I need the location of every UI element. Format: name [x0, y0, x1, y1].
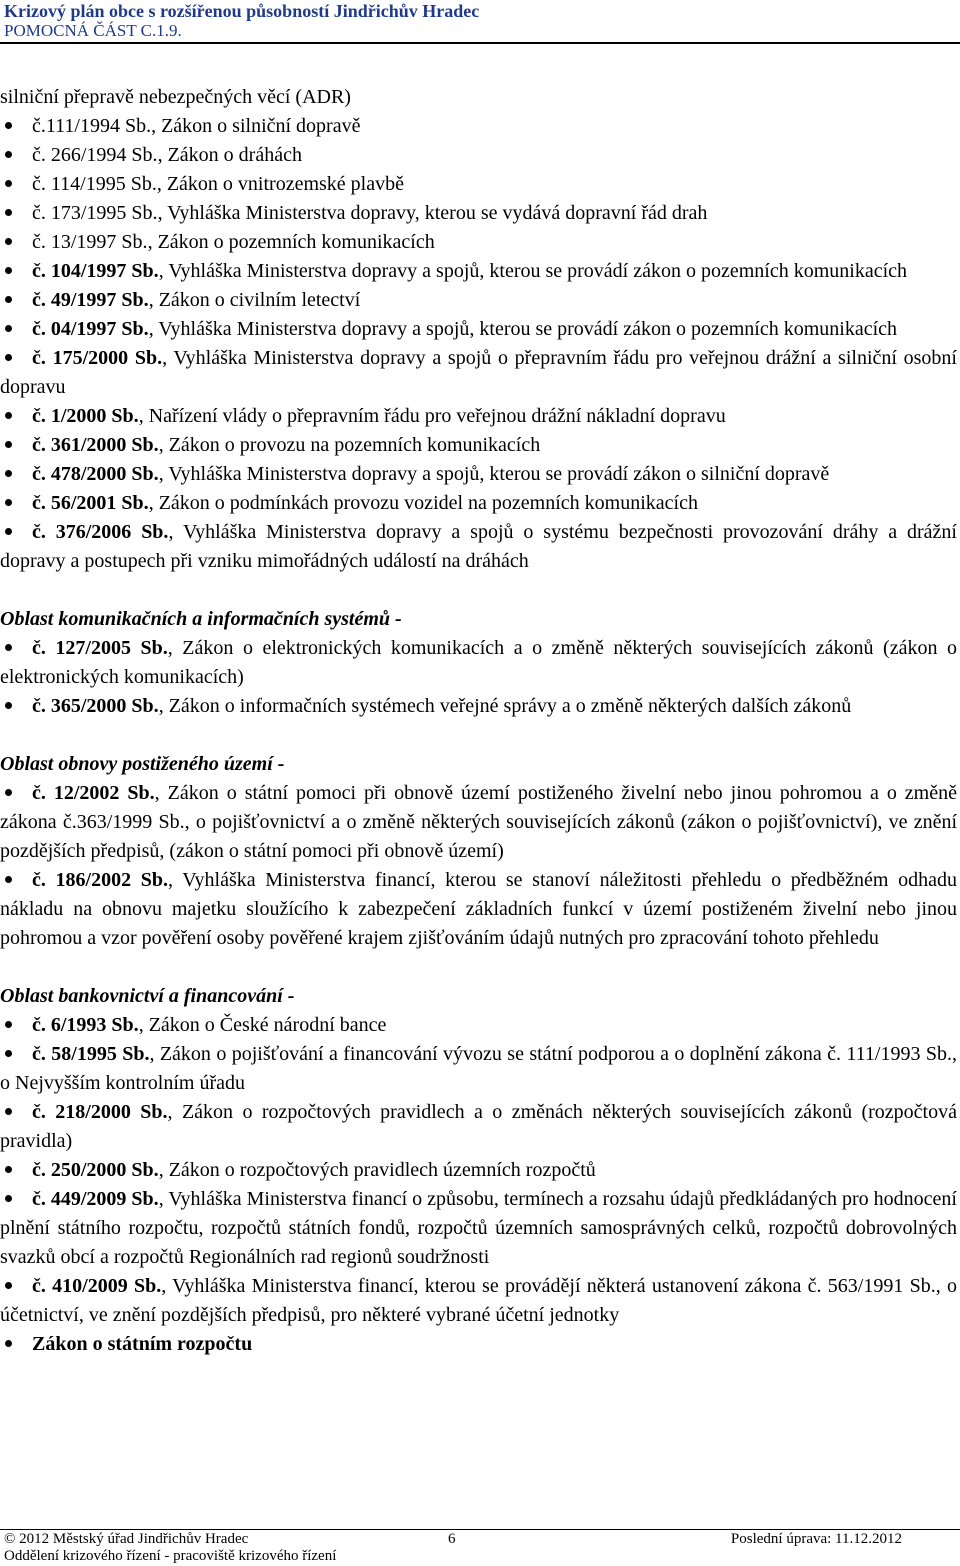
- law-number: č. 250/2000 Sb.: [32, 1159, 159, 1181]
- bullet-icon: [5, 789, 12, 796]
- list-item: [0, 692, 957, 721]
- law-description: , Zákon o pozemních komunikacích: [147, 231, 435, 253]
- document-subtitle: POMOCNÁ ČÁST C.1.9.: [4, 21, 182, 40]
- bullet-icon: [5, 1050, 12, 1057]
- bullet-icon: [5, 1021, 12, 1028]
- law-number: č. 175/2000 Sb.: [32, 347, 163, 369]
- bullet-icon: [5, 151, 12, 158]
- law-number: č. 114/1995 Sb.: [32, 173, 157, 195]
- law-number: č. 12/2002 Sb.: [32, 782, 155, 804]
- list-item: [0, 257, 957, 286]
- list-item: [0, 1330, 957, 1359]
- law-description: , Zákon o dráhách: [157, 144, 302, 166]
- list-item: [0, 199, 957, 228]
- law-number: č. 49/1997 Sb.: [32, 289, 149, 311]
- list-item: [0, 112, 957, 141]
- law-description: , Vyhláška Ministerstva dopravy a spojů, kterou se provádí zákon o pozemních komunikacích: [148, 318, 898, 340]
- law-description: , Vyhláška Ministerstva financí, kterou se stanoví náležitosti přehledu o předběžném odhadu nákladu na obnovu majetku sloužícího k zabezpečení základních funkcí v území postiženém živelní nebo jinou pohromou a vzor pověření osoby pověřené krajem zjišťováním údajů nutných pro zpracování tohoto přehledu: [0, 869, 957, 949]
- law-description: , Zákon o rozpočtových pravidlech územních rozpočtů: [158, 1159, 596, 1181]
- list-item: [0, 1185, 957, 1272]
- list-item: [0, 1040, 957, 1098]
- footer-department: Oddělení krizového řízení - pracoviště krizového řízení: [4, 1548, 337, 1564]
- bullet-icon: [5, 354, 12, 361]
- law-number: č. 266/1994 Sb.: [32, 144, 158, 166]
- law-number: č. 13/1997 Sb.: [32, 231, 148, 253]
- list-item: [0, 1156, 957, 1185]
- bullet-icon: [5, 1108, 12, 1115]
- law-number: č. 410/2009 Sb.: [32, 1275, 162, 1297]
- bullet-icon: [5, 528, 12, 535]
- law-description: , Zákon o provozu na pozemních komunikacích: [158, 434, 541, 456]
- bullet-icon: [5, 412, 12, 419]
- footer-divider: [0, 1529, 960, 1530]
- law-number: č. 56/2001 Sb.: [32, 492, 149, 514]
- law-number: č. 127/2005 Sb.: [32, 637, 168, 659]
- law-title: Zákon o státním rozpočtu: [32, 1333, 253, 1355]
- law-description: , Zákon o civilním letectví: [148, 289, 361, 311]
- law-description: , Vyhláška Ministerstva dopravy a spojů, kterou se provádí zákon o pozemních komunikacích: [158, 260, 908, 282]
- section-heading: Oblast obnovy postiženého území -: [0, 753, 285, 775]
- transport-law-list: [0, 112, 957, 576]
- list-item: [0, 779, 957, 866]
- law-number: č. 478/2000 Sb.: [32, 463, 159, 485]
- law-description: , Zákon o silniční dopravě: [151, 115, 361, 137]
- section-heading: Oblast komunikačních a informačních systémů -: [0, 608, 402, 630]
- list-item: [0, 1098, 957, 1156]
- bullet-icon: [5, 1340, 12, 1347]
- list-item: [0, 170, 957, 199]
- law-number: č. 218/2000 Sb.: [32, 1101, 168, 1123]
- list-item: [0, 402, 957, 431]
- list-item: [0, 344, 957, 402]
- law-description: , Zákon o vnitrozemské plavbě: [156, 173, 404, 195]
- law-description: , Zákon o pojišťování a financování vývozu se státní podporou a o doplnění zákona č. 111/1993 Sb., o Nejvyšším kontrolním úřadu: [0, 1043, 957, 1094]
- bullet-icon: [5, 122, 12, 129]
- law-number: č.111/1994 Sb.: [32, 115, 152, 137]
- bullet-icon: [5, 876, 12, 883]
- law-number: č. 1/2000 Sb.: [32, 405, 139, 427]
- law-number: č. 376/2006 Sb.: [32, 521, 169, 543]
- page-number: 6: [448, 1531, 456, 1547]
- law-number: č. 04/1997 Sb.: [32, 318, 149, 340]
- law-description: , Vyhláška Ministerstva financí o způsobu, termínech a rozsahu údajů předkládaných pro hodnocení plnění státního rozpočtu, rozpočtů státních fondů, rozpočtů územních samosprávných celků, rozpočtů dobrovolných svazků obcí a rozpočtů Regionálních rad regionů soudržnosti: [0, 1188, 957, 1268]
- list-item: [0, 1272, 957, 1330]
- bullet-icon: [5, 1282, 12, 1289]
- intro-text: silniční přepravě nebezpečných věcí (ADR): [0, 86, 351, 108]
- bullet-icon: [5, 470, 12, 477]
- law-description: , Nařízení vlády o přepravním řádu pro veřejnou drážní nákladní dopravu: [138, 405, 726, 427]
- bullet-icon: [5, 209, 12, 216]
- bullet-icon: [5, 180, 12, 187]
- law-number: č. 58/1995 Sb.: [32, 1043, 150, 1065]
- bullet-icon: [5, 238, 12, 245]
- sections: [0, 605, 957, 1359]
- page-header: [4, 1, 956, 41]
- law-number: č. 449/2009 Sb.: [32, 1188, 159, 1210]
- list-item: [0, 431, 957, 460]
- law-description: , Vyhláška Ministerstva dopravy a spojů o systému bezpečnosti provozování dráhy a drážní dopravy a postupech při vzniku mimořádných událostí na dráhách: [0, 521, 957, 572]
- section-heading: Oblast bankovnictví a financování -: [0, 985, 295, 1007]
- law-number: č. 365/2000 Sb.: [32, 695, 159, 717]
- list-item: [0, 141, 957, 170]
- page-footer: [0, 1531, 960, 1564]
- bullet-icon: [5, 702, 12, 709]
- list-item: [0, 518, 957, 576]
- bullet-icon: [5, 296, 12, 303]
- law-description: , Zákon o České národní bance: [138, 1014, 387, 1036]
- bullet-icon: [5, 441, 12, 448]
- document-title: Krizový plán obce s rozšířenou působností Jindřichův Hradec: [4, 1, 480, 21]
- law-description: , Zákon o elektronických komunikacích a o změně některých souvisejících zákonů (zákon o elektronických komunikacích): [0, 637, 957, 688]
- law-description: , Vyhláška Ministerstva financí, kterou se provádějí některá ustanovení zákona č. 563/1991 Sb., o účetnictví, ve znění pozdějších předpisů, pro některé vybrané účetní jednotky: [0, 1275, 957, 1326]
- list-item: [0, 866, 957, 953]
- list-item: [0, 489, 957, 518]
- document-body: [0, 83, 957, 1359]
- list-item: [0, 228, 957, 257]
- footer-copyright: © 2012 Městský úřad Jindřichův Hradec: [4, 1531, 249, 1547]
- list-item: [0, 634, 957, 692]
- law-number: č. 173/1995 Sb.: [32, 202, 158, 224]
- law-description: , Zákon o státní pomoci při obnově území postiženého živelní nebo jinou pohromou a o změně zákona č.363/1999 Sb., o pojišťovnictví a o změně některých souvisejících zákonů (zákon o pojišťovnictví), ve znění pozdějších předpisů, (zákon o státní pomoci při obnově území): [0, 782, 957, 862]
- header-divider: [0, 42, 960, 44]
- law-description: , Zákon o informačních systémech veřejné správy a o změně některých dalších zákonů: [158, 695, 852, 717]
- bullet-icon: [5, 1195, 12, 1202]
- list-item: [0, 460, 957, 489]
- law-description: , Vyhláška Ministerstva dopravy, kterou se vydává dopravní řád drah: [157, 202, 708, 224]
- bullet-icon: [5, 499, 12, 506]
- bullet-icon: [5, 325, 12, 332]
- law-description: , Vyhláška Ministerstva dopravy a spojů o přepravním řádu pro veřejnou drážní a silniční osobní dopravu: [0, 347, 957, 398]
- law-description: , Zákon o podmínkách provozu vozidel na pozemních komunikacích: [148, 492, 698, 514]
- law-number: č. 6/1993 Sb.: [32, 1014, 139, 1036]
- law-description: , Zákon o rozpočtových pravidlech a o změnách některých souvisejících zákonů (rozpočtová pravidla): [0, 1101, 957, 1152]
- bullet-icon: [5, 267, 12, 274]
- bullet-icon: [5, 1166, 12, 1173]
- law-number: č. 186/2002 Sb.: [32, 869, 168, 891]
- law-number: č. 361/2000 Sb.: [32, 434, 159, 456]
- list-item: [0, 1011, 957, 1040]
- list-item: [0, 286, 957, 315]
- law-description: , Vyhláška Ministerstva dopravy a spojů, kterou se provádí zákon o silniční dopravě: [158, 463, 830, 485]
- list-item: [0, 315, 957, 344]
- last-update: Poslední úprava: 11.12.2012: [730, 1531, 902, 1547]
- bullet-icon: [5, 644, 12, 651]
- law-number: č. 104/1997 Sb.: [32, 260, 159, 282]
